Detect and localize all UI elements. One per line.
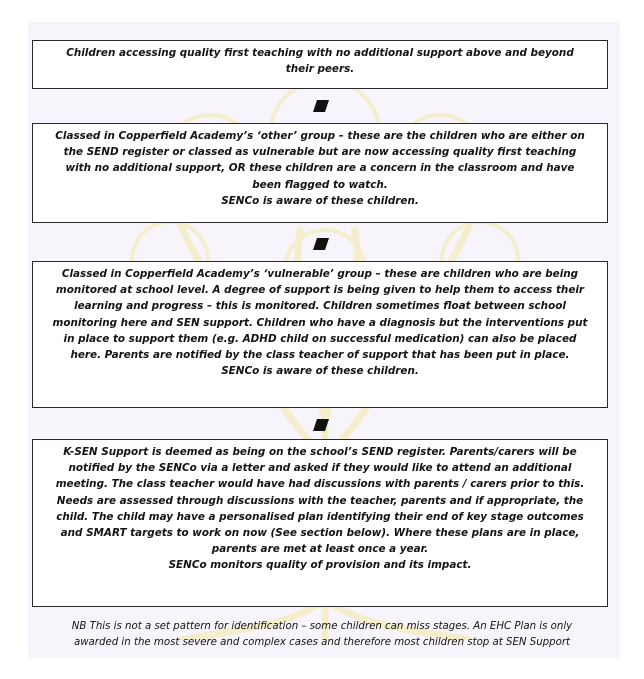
stage-text-line: notified by the SENCo via a letter and asked if they would like to attend an additional xyxy=(68,462,572,475)
stage-text-line: SENCo is aware of these children. xyxy=(221,194,419,207)
stage-text-line: the SEND register or classed as vulnerable but are now accessing quality first teaching xyxy=(63,146,577,159)
stage-text-line: monitoring here and SEN support. Children who have a diagnosis but the interventions put xyxy=(52,316,588,329)
stage-text-line: here. Parents are notified by the class teacher of support that has been put in place. xyxy=(70,349,570,362)
stage-text-line: K-SEN Support is deemed as being on the school’s SEND register. Parents/carers will be xyxy=(63,446,577,458)
stage-text-line: and SMART targets to work on now (See section below). Where these plans are in place, xyxy=(60,527,580,540)
stage-text-line: Classed in Copperfield Academy’s ‘other’ group – these are the children who are either on xyxy=(55,130,585,142)
stage-text-line: SENCo monitors quality of provision and its impact. xyxy=(168,559,472,572)
down-arrow-icon xyxy=(312,418,330,432)
down-arrow-icon xyxy=(312,99,330,113)
footnote-line: awarded in the most severe and complex cases and therefore most children stop at SEN Support xyxy=(73,637,571,648)
down-arrow-icon xyxy=(312,237,330,251)
stage-text-line: in place to support them (e.g. ADHD child on successful medication) can also be placed xyxy=(63,332,577,345)
stage-text-line: SENCo is aware of these children. xyxy=(221,365,419,378)
stage-text-line: been flagged to watch. xyxy=(252,178,388,191)
stage-text-line: Children accessing quality first teaching with no additional support above and beyond xyxy=(66,47,574,59)
stage-text-line: meeting. The class teacher would have had discussions with parents / carers prior to this. xyxy=(55,478,585,491)
stage-text-line: monitored at school level. A degree of support is being given to help them to access their xyxy=(55,284,585,297)
footnote-line: NB This is not a set pattern for identification – some children can miss stages. An EHC Plan is only xyxy=(71,621,573,632)
stage-text-line: their peers. xyxy=(285,63,355,76)
stage-box-3 xyxy=(32,261,608,408)
stage-text-line: with no additional support, OR these children are a concern in the classroom and have xyxy=(65,162,575,175)
stage-box-2 xyxy=(32,123,608,223)
stage-text-line: parents are met at least once a year. xyxy=(211,543,429,556)
footnote xyxy=(30,619,614,651)
stage-text-line: child. The child may have a personalised plan identifying their end of key stage outcomes xyxy=(56,510,584,523)
stage-text-line: Classed in Copperfield Academy’s ‘vulnerable’ group – these are children who are being xyxy=(61,268,579,280)
stage-box-1 xyxy=(32,40,608,89)
stage-box-4 xyxy=(32,439,608,607)
stage-text-line: learning and progress – this is monitored. Children sometimes float between school xyxy=(74,300,566,313)
stage-text-line: Needs are assessed through discussions with the teacher, parents and if appropriate, the xyxy=(56,494,584,507)
